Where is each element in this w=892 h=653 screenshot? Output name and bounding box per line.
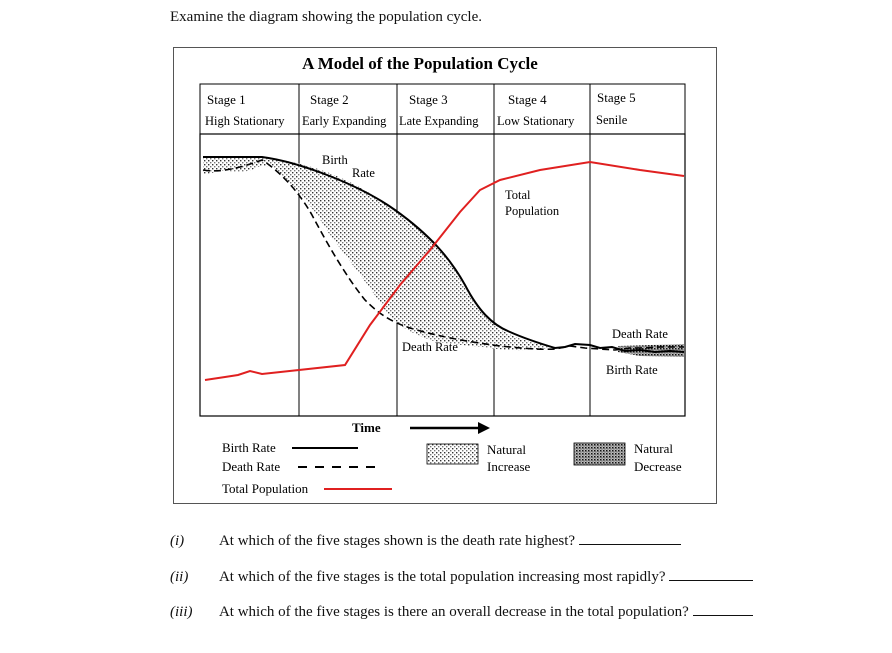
- stage-2-name: Stage 2: [310, 92, 349, 107]
- legend-natural-increase-swatch: [427, 444, 478, 464]
- question-3-answer-blank[interactable]: [693, 603, 753, 616]
- time-label: Time: [352, 420, 381, 435]
- question-1-number: (i): [170, 533, 185, 549]
- annotation-rate: Rate: [352, 166, 375, 180]
- annotation-total: Total: [505, 188, 531, 202]
- intro-text: Examine the diagram showing the population cycle.: [170, 9, 482, 25]
- legend-birth-rate: Birth Rate: [222, 440, 276, 455]
- question-1-answer-blank[interactable]: [579, 532, 681, 545]
- stage-3-label: Late Expanding: [399, 114, 479, 128]
- legend-natural-decrease-1: Natural: [634, 441, 673, 456]
- annotation-birth-rate-right: Birth Rate: [606, 363, 658, 377]
- stage-1-name: Stage 1: [207, 92, 246, 107]
- stage-4-label: Low Stationary: [497, 114, 575, 128]
- legend-natural-increase-1: Natural: [487, 442, 526, 457]
- legend-natural-decrease-2: Decrease: [634, 459, 682, 474]
- annotation-birth: Birth: [322, 153, 348, 167]
- question-2-text: At which of the five stages is the total population increasing most rapidly?: [218, 569, 666, 585]
- question-2-number: (ii): [170, 569, 189, 585]
- natural-increase-area: [262, 158, 555, 350]
- stage-5-name: Stage 5: [597, 90, 636, 105]
- legend-natural-increase-2: Increase: [487, 459, 531, 474]
- legend-total-population: Total Population: [222, 481, 309, 496]
- annotation-population: Population: [505, 204, 560, 218]
- question-3-number: (iii): [170, 604, 193, 620]
- stage-1-label: High Stationary: [205, 114, 285, 128]
- stage-4-name: Stage 4: [508, 92, 547, 107]
- question-3-text: At which of the five stages is there an overall decrease in the total population?: [218, 604, 689, 620]
- legend-death-rate: Death Rate: [222, 459, 281, 474]
- stage-2-label: Early Expanding: [302, 114, 387, 128]
- diagram-title: A Model of the Population Cycle: [302, 54, 538, 73]
- stage1-fluctuation-area: [203, 158, 275, 174]
- question-1-text: At which of the five stages shown is the death rate highest?: [218, 533, 576, 549]
- annotation-death-rate-mid: Death Rate: [402, 340, 458, 354]
- legend-natural-decrease-swatch: [574, 443, 625, 465]
- question-2-answer-blank[interactable]: [669, 568, 753, 581]
- time-arrow-icon: [410, 422, 490, 434]
- question-2: [170, 568, 753, 586]
- question-1: [170, 532, 681, 550]
- question-3: [170, 603, 753, 621]
- stage-3-name: Stage 3: [409, 92, 448, 107]
- stage-5-label: Senile: [596, 113, 628, 127]
- annotation-death-rate-right: Death Rate: [612, 327, 668, 341]
